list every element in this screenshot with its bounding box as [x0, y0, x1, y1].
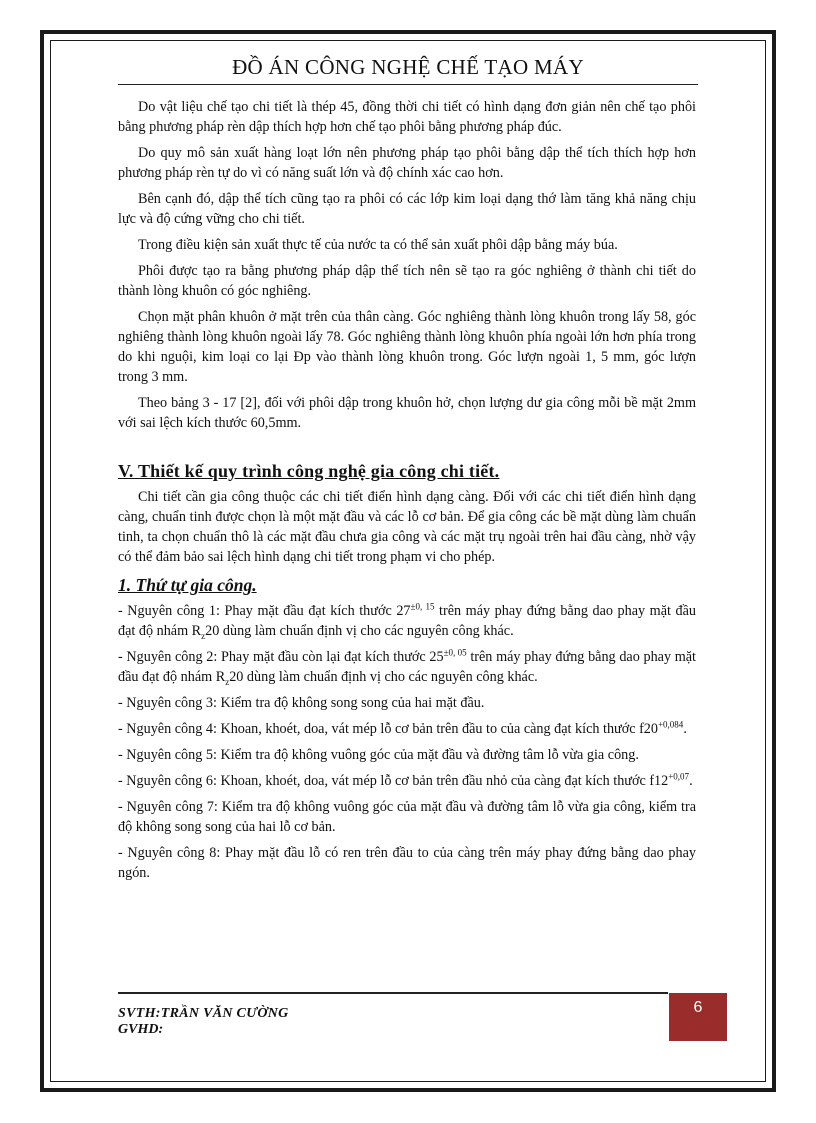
section-heading: V. Thiết kế quy trình công nghệ gia công chi tiết.: [118, 461, 500, 481]
operation-item: - Nguyên công 6: Khoan, khoét, doa, vát mép lỗ cơ bản trên đầu nhỏ của càng đạt kích thước $f12^{+0,07}$.: [118, 771, 693, 789]
operation-item: - Nguyên công 8: Phay mặt đầu lỗ có ren trên đầu to của càng trên máy phay đứng bằng dao phay ngón.: [118, 845, 696, 881]
paragraph: Chi tiết cần gia công thuộc các chi tiết điển hình dạng càng. Đối với các chi tiết điển hình dạng càng, chuẩn tinh được chọn là một mặt đầu và các lỗ cơ bản. Để gia công các bề mặt dùng làm chuẩn tinh, ta chọn chuẩn thô là các mặt đầu chưa gia công và các mặt trụ ngoài trên hai đầu càng, nhờ vậy có thể đảm bảo sai lệch hình dạng chi tiết trong phạm vi cho phép.: [118, 489, 696, 565]
student-name: SVTH:TRẦN VĂN CƯỜNG: [118, 1006, 289, 1021]
operation-item: - Nguyên công 3: Kiểm tra độ không song song của hai mặt đầu.: [118, 695, 485, 711]
operation-item: - Nguyên công 4: Khoan, khoét, doa, vát mép lỗ cơ bản trên đầu to của càng đạt kích thước $f20^{+0,084}$.: [118, 719, 687, 737]
paragraph: Trong điều kiện sản xuất thực tế của nước ta có thể sản xuất phôi dập bằng máy búa.: [138, 237, 618, 253]
footer-divider: [118, 992, 668, 994]
operation-item: - Nguyên công 2: Phay mặt đầu còn lại đạt kích thước $25^{\pm 0, 05}$ trên máy phay đứng bằng dao phay mặt đầu đạt độ nhám $R_z20$ dùng làm chuẩn định vị cho các nguyên công khác.: [118, 647, 696, 687]
operation-item: - Nguyên công 1: Phay mặt đầu đạt kích thước $27^{\pm 0, 15}$ trên máy phay đứng bằng dao phay mặt đầu đạt độ nhám $R_z20$ dùng làm chuẩn định vị cho các nguyên công khác.: [118, 601, 696, 641]
document-body: [118, 97, 696, 889]
paragraph: Do vật liệu chế tạo chi tiết là thép 45, đồng thời chi tiết có hình dạng đơn giản nên chế tạo phôi bằng phương pháp rèn dập thích hợp hơn chế tạo phôi bằng phương pháp đúc.: [118, 99, 696, 135]
operation-item: - Nguyên công 5: Kiểm tra độ không vuông góc của mặt đầu và đường tâm lỗ vừa gia công.: [118, 747, 639, 763]
paragraph: Do quy mô sản xuất hàng loạt lớn nên phương pháp tạo phôi bằng dập thể tích thích hợp hơn phương pháp rèn tự do vì có năng suất lớn và độ chính xác cao hơn.: [118, 145, 696, 181]
page-number: 6: [669, 993, 727, 1041]
subsection-heading: 1. Thứ tự gia công.: [118, 575, 257, 595]
paragraph: Theo bảng 3 - 17 [2], đối với phôi dập trong khuôn hở, chọn lượng dư gia công mỗi bề mặt 2mm với sai lệch kích thước 60,5mm.: [118, 395, 696, 431]
header-divider: [118, 84, 698, 85]
instructor-label: GVHD:: [118, 1022, 164, 1037]
page-header-title: ĐỒ ÁN CÔNG NGHỆ CHẾ TẠO MÁY: [232, 55, 584, 79]
operation-item: - Nguyên công 7: Kiểm tra độ không vuông góc của mặt đầu và đường tâm lỗ vừa gia công, kiểm tra độ không song song của hai lỗ cơ bản.: [118, 799, 696, 835]
paragraph: Chọn mặt phân khuôn ở mặt trên của thân càng. Góc nghiêng thành lòng khuôn trong lấy 58, góc nghiêng thành lòng khuôn ngoài lấy 78. Góc nghiêng thành lòng khuôn phía ngoài lớn hơn phía trong do khi nguội, kim loại co lại Đp vào thành lòng khuôn trong. Góc lượn ngoài 1, 5 mm, góc lượn trong 3 mm.: [118, 309, 696, 385]
paragraph: Bên cạnh đó, dập thể tích cũng tạo ra phôi có các lớp kim loại dạng thớ làm tăng khả năng chịu lực và độ cứng vững cho chi tiết.: [118, 191, 696, 227]
paragraph: Phôi được tạo ra bằng phương pháp dập thể tích nên sẽ tạo ra góc nghiêng ở thành chi tiết do thành lòng khuôn có góc nghiêng.: [118, 263, 696, 299]
